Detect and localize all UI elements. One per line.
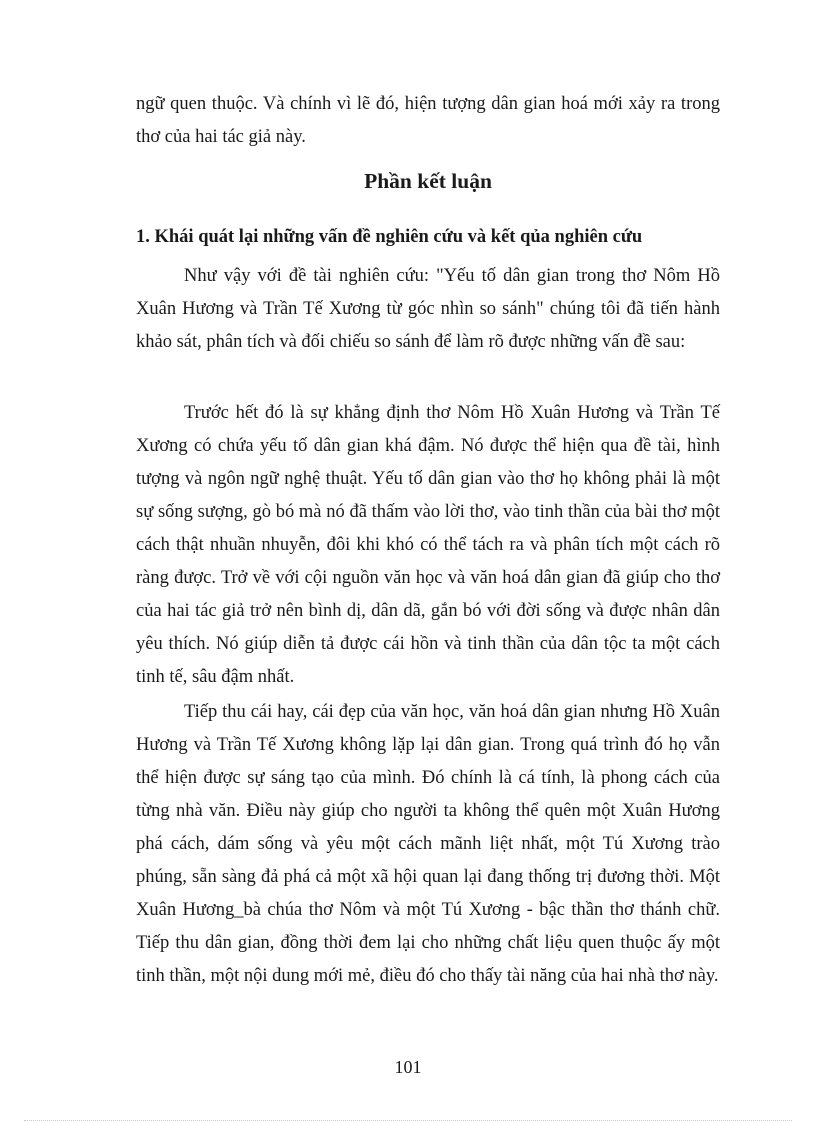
paragraph-text: ngữ quen thuộc. Và chính vì lẽ đó, hiện tượng dân gian hoá mới xảy ra trong thơ của hai tác giả này. bbox=[136, 94, 720, 147]
page-bottom-divider bbox=[24, 1120, 792, 1121]
paragraph bbox=[136, 260, 720, 359]
paragraph-text: Trước hết đó là sự khẳng định thơ Nôm Hồ Xuân Hương và Trần Tế Xương có chứa yếu tố dân gian khá đậm. Nó được thể hiện qua đề tài, hình tượng và ngôn ngữ nghệ thuật. Yếu tố dân gian vào thơ họ không phải là một sự sống sượng, gò bó mà nó đã thấm vào lời thơ, vào tinh thần của bài thơ một cách thật nhuần nhuyễn, đôi khi khó có thể tách ra và phân tích một cách rõ ràng được. Trở về với cội nguồn văn học và văn hoá dân gian đã giúp cho thơ của hai tác giả trở nên bình dị, dân dã, gắn bó với đời sống và được nhân dân yêu thích. Nó giúp diễn tả được cái hồn và tinh thần của dân tộc ta một cách tinh tế, sâu đậm nhất. bbox=[136, 403, 720, 687]
subsection-heading: 1. Khái quát lại những vấn đề nghiên cứu và kết qủa nghiên cứu bbox=[136, 227, 643, 247]
page-number: 101 bbox=[394, 1057, 422, 1077]
section-title: Phần kết luận bbox=[364, 169, 492, 193]
paragraph bbox=[136, 696, 720, 993]
paragraph-text: Tiếp thu cái hay, cái đẹp của văn học, văn hoá dân gian nhưng Hồ Xuân Hương và Trần Tế Xương không lặp lại dân gian. Trong quá trình đó họ vẫn thể hiện được sự sáng tạo của mình. Đó chính là cá tính, là phong cách của từng nhà văn. Điều này giúp cho người ta không thể quên một Xuân Hương phá cách, dám sống và yêu một cách mãnh liệt nhất, một Tú Xương trào phúng, sẵn sàng đả phá cả một xã hội quan lại đang thống trị đương thời. Một Xuân Hương_bà chúa thơ Nôm và một Tú Xương - bậc thần thơ thánh chữ. Tiếp thu dân gian, đồng thời đem lại cho những chất liệu quen thuộc ấy một tinh thần, một nội dung mới mẻ, điều đó cho thấy tài năng của hai nhà thơ này. bbox=[136, 702, 720, 986]
paragraph-text: Như vậy với đề tài nghiên cứu: "Yếu tố dân gian trong thơ Nôm Hồ Xuân Hương và Trần Tế Xương từ góc nhìn so sánh" chúng tôi đã tiến hành khảo sát, phân tích và đối chiếu so sánh để làm rõ được những vấn đề sau: bbox=[136, 266, 720, 352]
paragraph bbox=[136, 88, 720, 154]
paragraph bbox=[136, 397, 720, 694]
